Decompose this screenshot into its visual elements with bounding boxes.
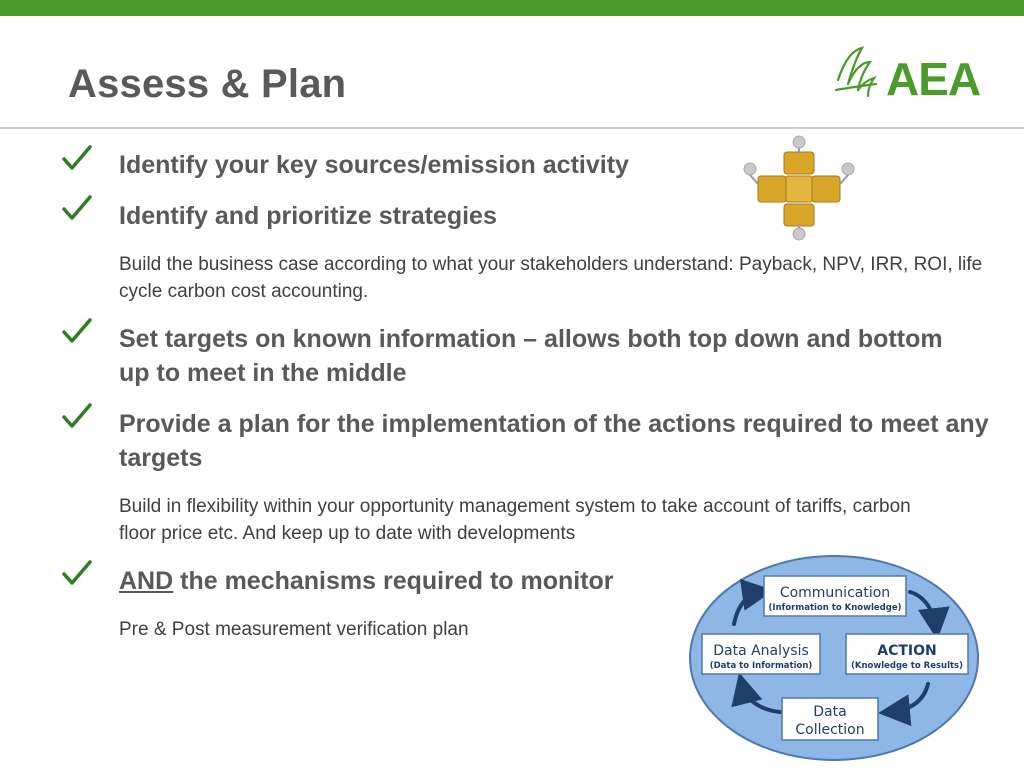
checkmark-icon [60, 143, 94, 173]
communication-box [764, 576, 906, 616]
action-subtitle: (Knowledge to Results) [851, 661, 963, 671]
bullet-monitor-text: the mechanisms required to monitor [173, 567, 614, 595]
bullet-set-targets: Set targets on known information – allows both top down and bottom up to meet in the middle [119, 325, 943, 387]
subtext-business-case: Build the business case according to what your stakeholders understand: Payback, NPV, IRR, ROI, life cycle carbon cost accounting. [119, 254, 983, 302]
aea-swirl-icon [836, 48, 876, 96]
checkmark-icon [60, 558, 94, 588]
brand-name: AEA [886, 53, 981, 105]
data-collection-box [782, 698, 878, 740]
bullet-prioritize-strategies: Identify and prioritize strategies [119, 202, 497, 230]
action-title: ACTION [877, 643, 937, 659]
top-accent-bar [0, 0, 1024, 16]
data-analysis-title: Data Analysis [713, 643, 809, 659]
bullet-implementation-plan: Provide a plan for the implementation of the actions required to meet any targets [119, 410, 989, 472]
data-analysis-box [702, 634, 820, 674]
subtext-verification-plan: Pre & Post measurement verification plan [119, 619, 469, 640]
subtext-flexibility: Build in flexibility within your opportunity management system to take account of tariffs, carbon floor price etc. And keep up to date with developments [119, 496, 911, 544]
checkmark-icon [60, 316, 94, 346]
communication-title: Communication [779, 585, 891, 601]
data-collection-title: Data [813, 704, 847, 720]
data-collection-title-line2: Collection [795, 722, 865, 738]
communication-subtitle: (Information to Knowledge) [768, 603, 902, 613]
data-analysis-subtitle: (Data to Information) [709, 661, 813, 671]
slide-title: Assess & Plan [68, 62, 347, 106]
bullet-monitor-mechanisms [119, 564, 699, 598]
checkmark-icon [60, 193, 94, 223]
puzzle-team-illustration [740, 134, 858, 246]
action-box [846, 634, 968, 674]
data-action-cycle-diagram [686, 552, 982, 764]
checkmark-icon [60, 401, 94, 431]
title-divider [0, 127, 1024, 129]
and-emphasis: AND [119, 567, 174, 595]
bullet-identify-sources: Identify your key sources/emission activity [119, 151, 629, 179]
